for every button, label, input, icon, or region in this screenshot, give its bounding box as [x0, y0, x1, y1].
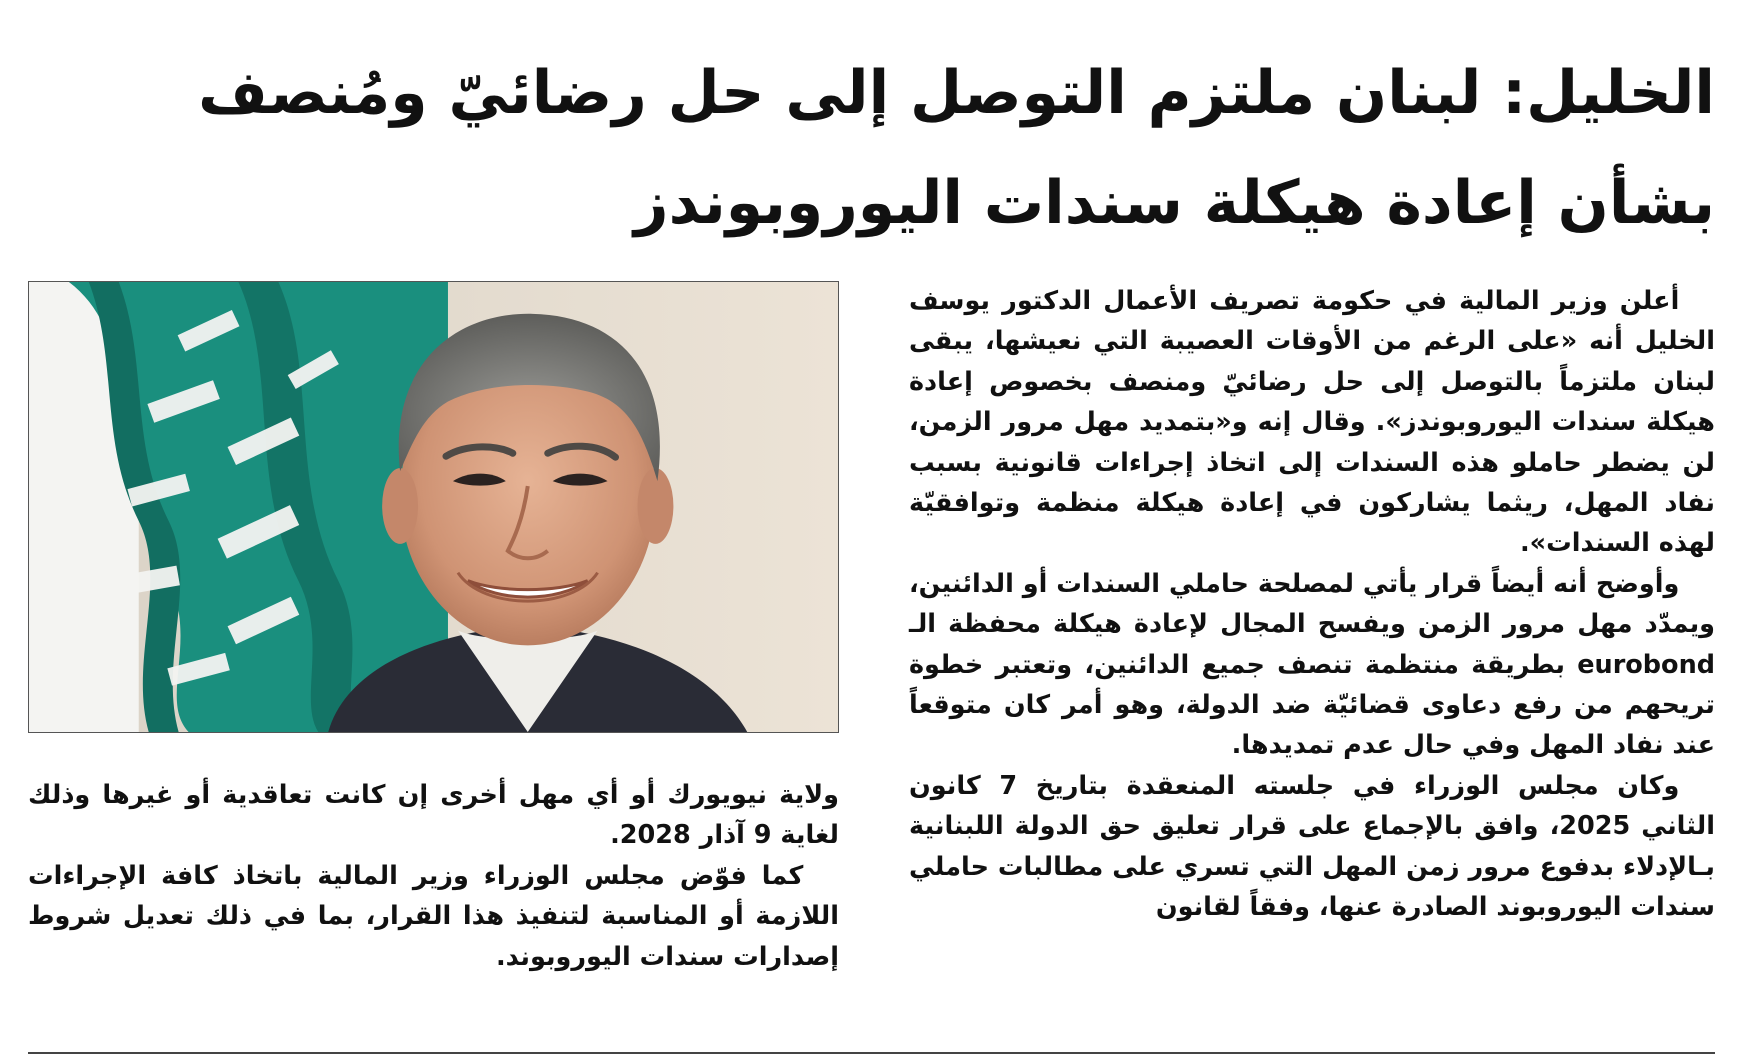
portrait-photo-icon — [29, 282, 838, 732]
article-body-left-column — [28, 775, 839, 977]
paragraph-4: ولاية نيويورك أو أي مهل أخرى إن كانت تعاقدية أو غيرها وذلك لغاية 9 آذار 2028. — [28, 780, 839, 851]
bottom-divider — [28, 1052, 1715, 1054]
paragraph-5: كما فوّض مجلس الوزراء وزير المالية باتخاذ كافة الإجراءات اللازمة أو المناسبة لتنفيذ هذا القرار، بما في ذلك تعديل شروط إصدارات سندات اليوروبوند. — [28, 860, 839, 972]
article-headline: الخليل: لبنان ملتزم التوصل إلى حل رضائيّ ومُنصف بشأن إعادة هيكلة سندات اليوروبوندز — [198, 58, 1715, 238]
article-body-right-column — [909, 281, 1715, 928]
paragraph-1: أعلن وزير المالية في حكومة تصريف الأعمال الدكتور يوسف الخليل أنه «على الرغم من الأوقات العصيبة التي نعيشها، يبقى لبنان ملتزماً بالتوصل إلى حل رضائيّ ومنصف بخصوص إعادة هيكلة سندات اليوروبوندز». وقال إنه و«بتمديد مهل مرور الزمن، لن يضطر حاملو هذه السندات إلى اتخاذ إجراءات قانونية بسبب نفاد المهل، ريثما يشاركون في إعادة هيكلة منظمة وتوافقيّة لهذه السندات». — [909, 286, 1715, 559]
paragraph-3: وكان مجلس الوزراء في جلسته المنعقدة بتاريخ 7 كانون الثاني 2025، وافق بالإجماع على قرار تعليق حق الدولة اللبنانية بـالإدلاء بدفوع مرور زمن المهل التي تسري على مطالبات حاملي سندات اليوروبوند الصادرة عنها، وفقاً لقانون — [909, 770, 1715, 923]
paragraph-2: وأوضح أنه أيضاً قرار يأتي لمصلحة حاملي السندات أو الدائنين، ويمدّد مهل مرور الزمن ويفسح المجال لإعادة هيكلة محفظة الـ eurobond بطريقة منتظمة تنصف جميع الدائنين، وتعتبر خطوة تريحهم من رفع دعاوى قضائيّة ضد الدولة، وهو أمر كان متوقعاً عند نفاد المهل وفي حال عدم تمديدها. — [909, 568, 1715, 761]
portrait-photo — [28, 281, 839, 733]
